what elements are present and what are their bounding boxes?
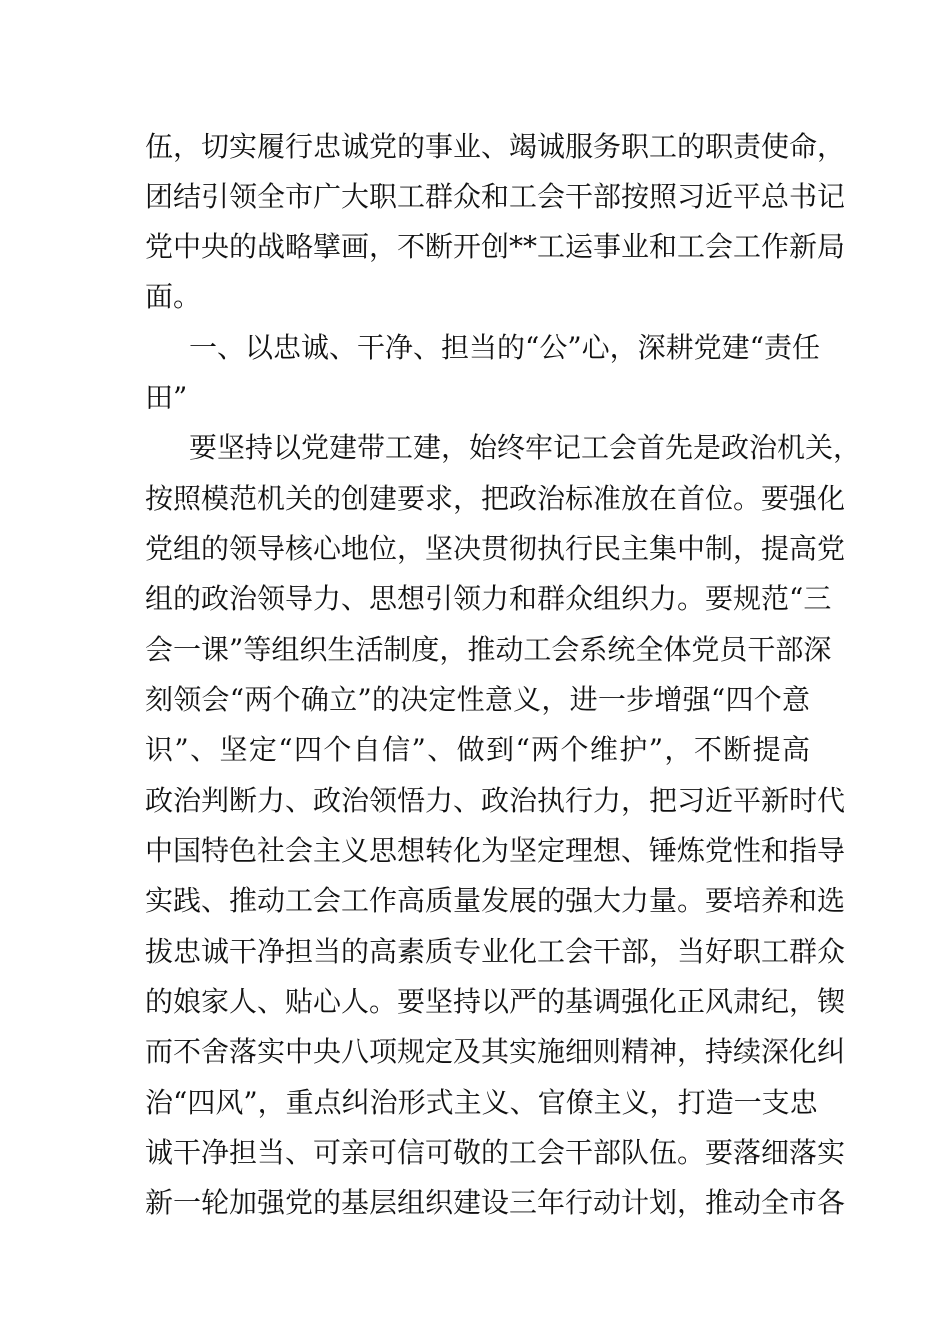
section-heading-line-2: 田” [145,381,188,414]
text-line-18: 的娘家人、贴心人。要坚持以严的基调强化正风肃纪，锲 [145,985,846,1018]
text-line-13: 识”、坚定“四个自信”、做到“两个维护”，不断提高 [145,733,810,766]
text-line-12: 刻领会“两个确立”的决定性意义，进一步增强“四个意 [145,683,810,716]
text-line-4: 面。 [145,280,202,313]
text-line-19: 而不舍落实中央八项规定及其实施细则精神，持续深化纠 [145,1035,846,1068]
section-heading-line-1: 一、以忠诚、干净、担当的“公”心，深耕党建“责任 [189,331,820,364]
text-line-10: 组的政治领导力、思想引领力和群众组织力。要规范“三 [145,582,832,615]
text-line-22: 新一轮加强党的基层组织建设三年行动计划，推动全市各 [145,1186,846,1219]
text-line-3: 党中央的战略擘画，不断开创**工运事业和工会工作新局 [145,230,846,263]
text-line-8: 按照模范机关的创建要求，把政治标准放在首位。要强化 [145,482,846,515]
text-line-14: 政治判断力、政治领悟力、政治执行力，把习近平新时代 [145,784,846,817]
text-line-11: 会一课”等组织生活制度，推动工会系统全体党员干部深 [145,633,832,666]
text-line-16: 实践、推动工会工作高质量发展的强大力量。要培养和选 [145,884,846,917]
text-line-17: 拔忠诚干净担当的高素质专业化工会干部，当好职工群众 [145,935,846,968]
text-line-20: 治“四风”，重点纠治形式主义、官僚主义，打造一支忠 [145,1086,818,1119]
text-line-1: 伍，切实履行忠诚党的事业、竭诚服务职工的职责使命， [145,130,846,163]
text-line-15: 中国特色社会主义思想转化为坚定理想、锤炼党性和指导 [145,834,846,867]
text-line-2: 团结引领全市广大职工群众和工会干部按照习近平总书记 [145,180,846,213]
text-line-9: 党组的领导核心地位，坚决贯彻执行民主集中制，提高党 [145,532,846,565]
text-line-7: 要坚持以党建带工建，始终牢记工会首先是政治机关， [189,431,862,464]
text-line-21: 诚干净担当、可亲可信可敬的工会干部队伍。要落细落实 [145,1136,846,1169]
